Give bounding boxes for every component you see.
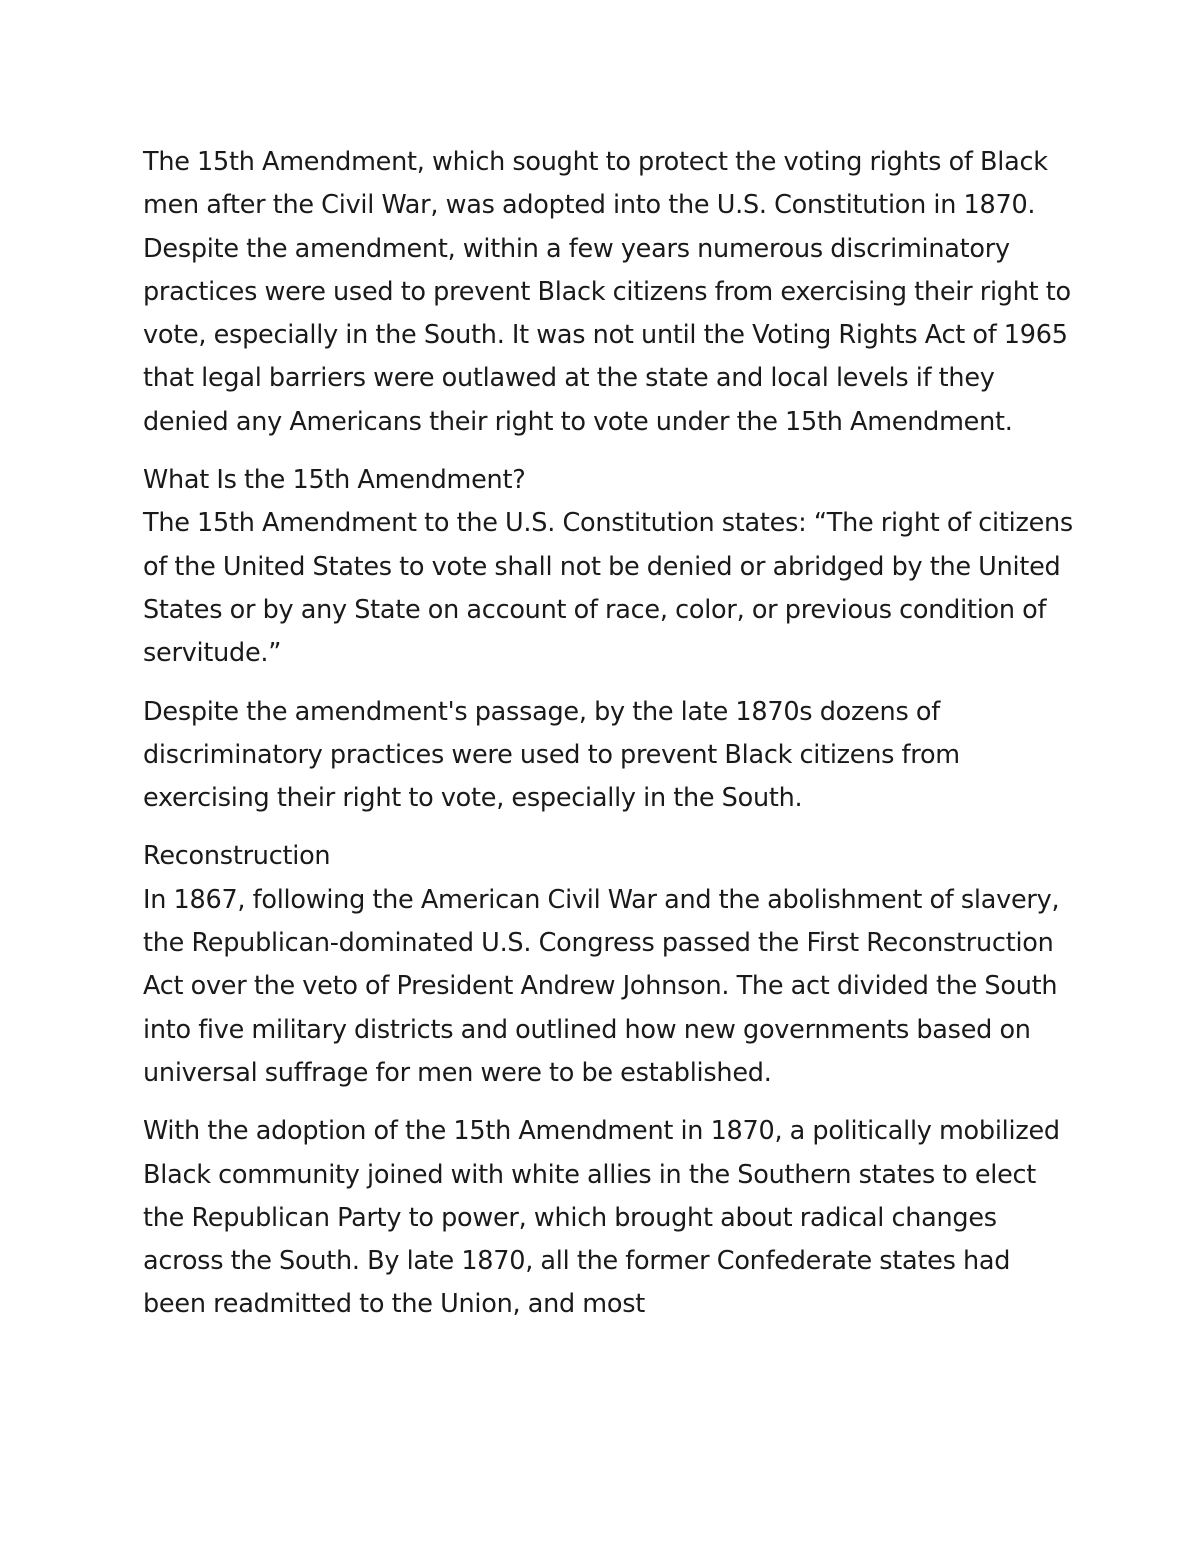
adoption-paragraph: With the adoption of the 15th Amendment in 1870, a politically mobilized Black community joined with white allies in the Southern states to elect the Republican Party to power, which brought about radical changes across the South. By late 1870, all the former Confederate states had been readmitted to the Union, and most xyxy=(143,1116,1060,1320)
document-page xyxy=(143,141,1078,1342)
section-heading-what-is: What Is the 15th Amendment? xyxy=(143,465,526,496)
section-heading-reconstruction: Reconstruction xyxy=(143,841,331,872)
amendment-text-paragraph: The 15th Amendment to the U.S. Constitution states: “The right of citizens of the United States to vote shall not be denied or abridged by the United States or by any State on account of race, color, or previous condition of servitude.” xyxy=(143,508,1073,669)
reconstruction-paragraph: In 1867, following the American Civil War and the abolishment of slavery, the Republican-dominated U.S. Congress passed the First Reconstruction Act over the veto of President Andrew Johnson. The act divided the South into five military districts and outlined how new governments based on universal suffrage for men were to be established. xyxy=(143,884,1060,1088)
discrimination-paragraph: Despite the amendment's passage, by the late 1870s dozens of discriminatory practices were used to prevent Black citizens from exercising their right to vote, especially in the South. xyxy=(143,696,960,814)
intro-paragraph: The 15th Amendment, which sought to protect the voting rights of Black men after the Civil War, was adopted into the U.S. Constitution in 1870. Despite the amendment, within a few years numerous discriminatory practices were used to prevent Black citizens from exercising their right to vote, especially in the South. It was not until the Voting Rights Act of 1965 that legal barriers were outlawed at the state and local levels if they denied any Americans their right to vote under the 15th Amendment. xyxy=(143,147,1071,437)
